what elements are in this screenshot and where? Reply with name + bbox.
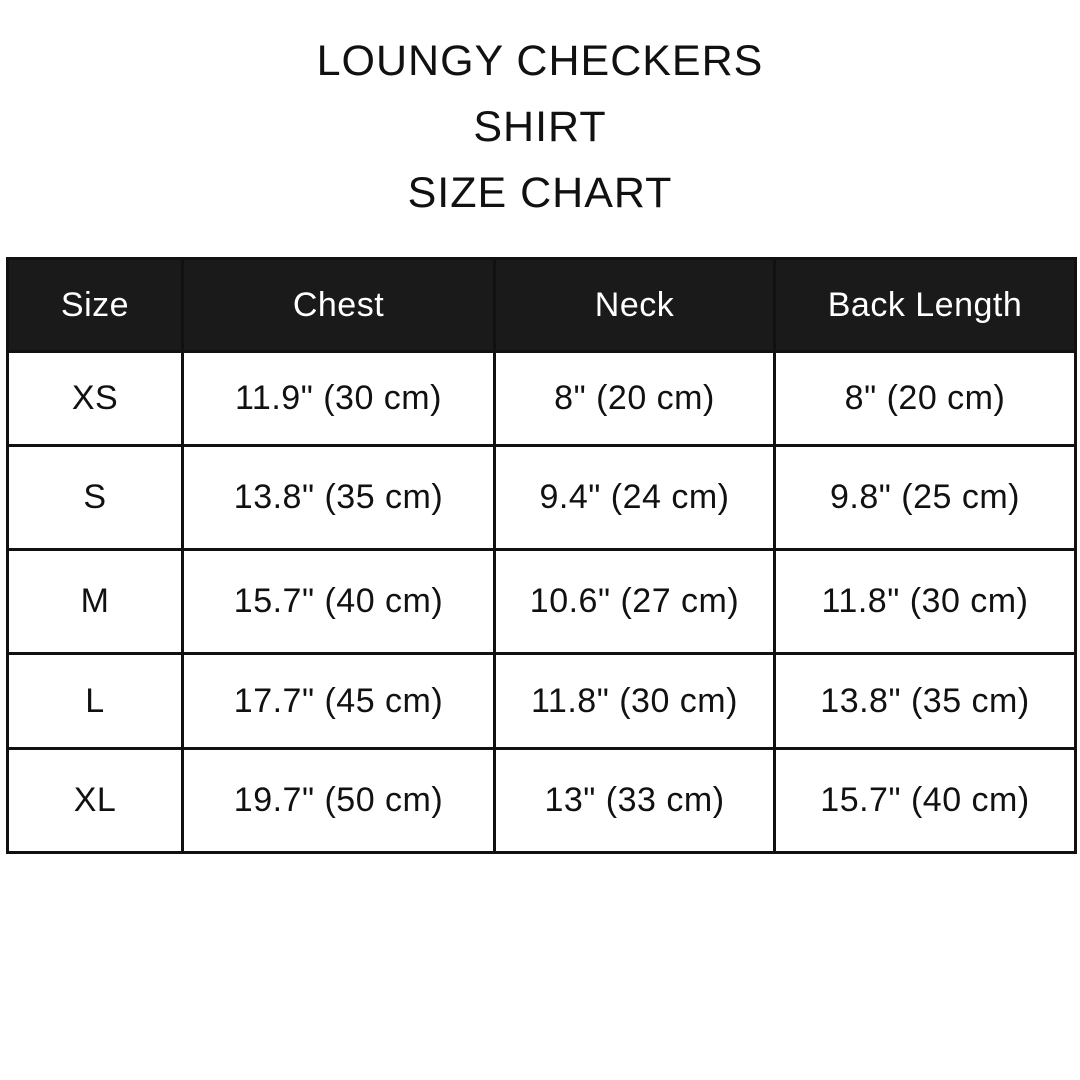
cell-chest: 15.7" (40 cm)	[183, 550, 495, 654]
table-body	[8, 352, 1076, 853]
header-back-length: Back Length	[775, 259, 1076, 352]
table-row	[8, 749, 1076, 853]
header-row	[8, 259, 1076, 352]
cell-chest: 11.9" (30 cm)	[183, 352, 495, 446]
cell-neck: 8" (20 cm)	[495, 352, 775, 446]
table-row	[8, 654, 1076, 749]
cell-back-length: 9.8" (25 cm)	[775, 446, 1076, 550]
cell-size: L	[8, 654, 183, 749]
cell-neck: 9.4" (24 cm)	[495, 446, 775, 550]
cell-neck: 10.6" (27 cm)	[495, 550, 775, 654]
header-chest: Chest	[183, 259, 495, 352]
cell-chest: 17.7" (45 cm)	[183, 654, 495, 749]
table-row	[8, 352, 1076, 446]
page-title	[0, 28, 1080, 226]
table-row	[8, 446, 1076, 550]
cell-back-length: 11.8" (30 cm)	[775, 550, 1076, 654]
title-line-garment: SHIRT	[473, 103, 607, 151]
header-neck: Neck	[495, 259, 775, 352]
header-size: Size	[8, 259, 183, 352]
title-line-product: LOUNGY CHECKERS	[316, 37, 764, 85]
cell-back-length: 15.7" (40 cm)	[775, 749, 1076, 853]
cell-size: XL	[8, 749, 183, 853]
title-line-chart: SIZE CHART	[407, 169, 673, 217]
cell-size: S	[8, 446, 183, 550]
cell-size: XS	[8, 352, 183, 446]
table-row	[8, 550, 1076, 654]
cell-chest: 13.8" (35 cm)	[183, 446, 495, 550]
cell-neck: 11.8" (30 cm)	[495, 654, 775, 749]
table-header	[8, 259, 1076, 352]
cell-back-length: 13.8" (35 cm)	[775, 654, 1076, 749]
size-chart-table	[6, 257, 1077, 854]
cell-neck: 13" (33 cm)	[495, 749, 775, 853]
cell-size: M	[8, 550, 183, 654]
cell-chest: 19.7" (50 cm)	[183, 749, 495, 853]
cell-back-length: 8" (20 cm)	[775, 352, 1076, 446]
